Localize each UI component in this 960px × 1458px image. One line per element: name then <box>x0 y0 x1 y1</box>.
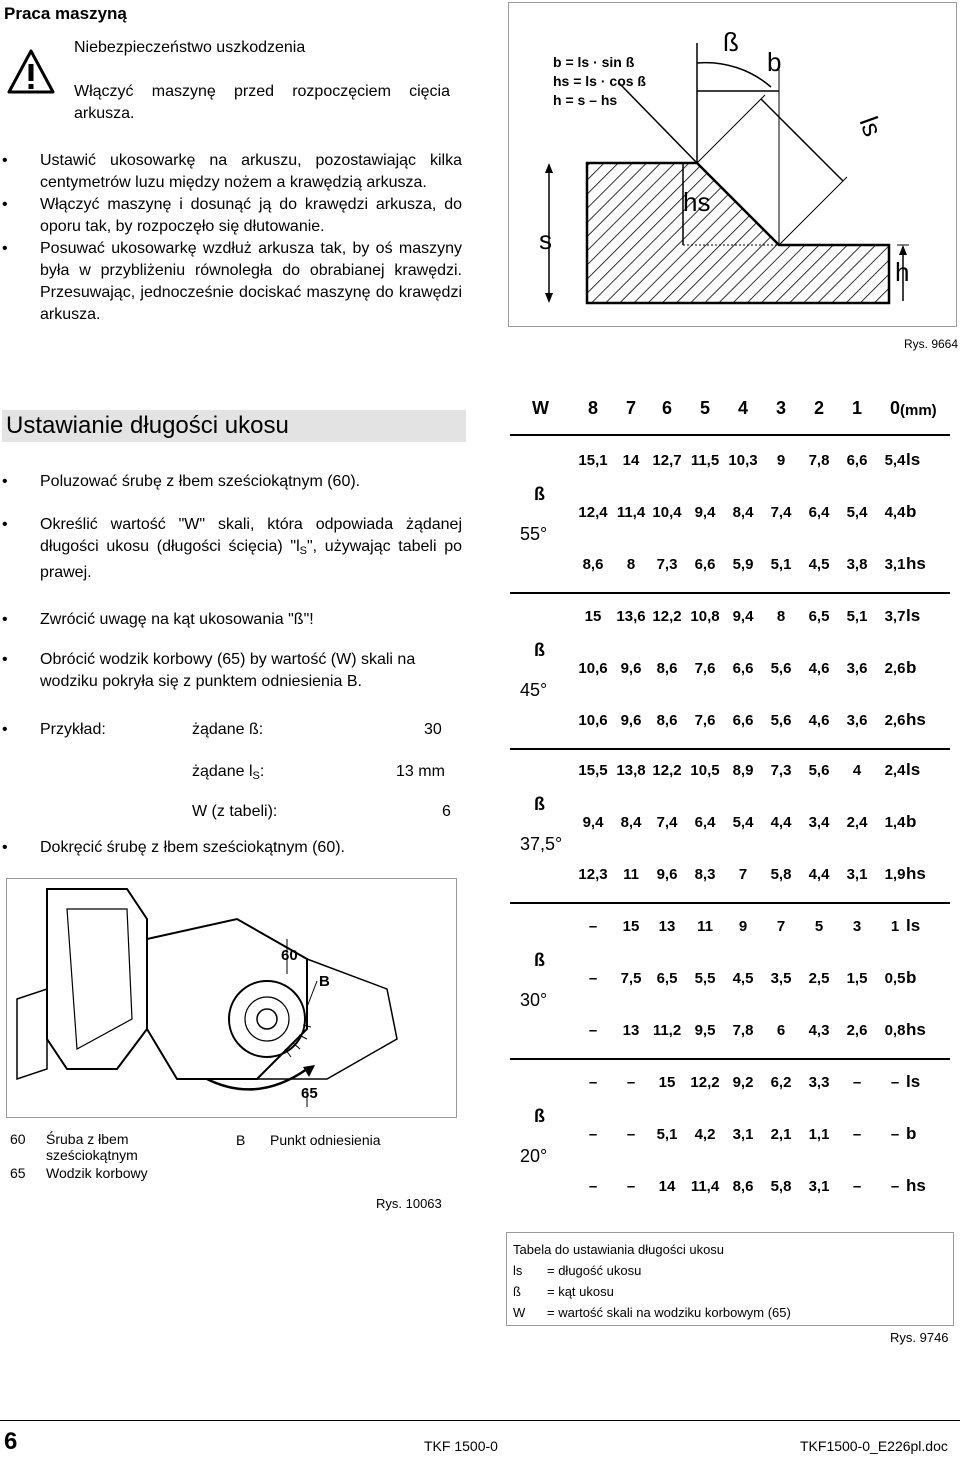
table-cell: 2,4 <box>846 814 868 831</box>
row-label: b <box>906 1124 917 1143</box>
table-cell: 10,5 <box>690 762 720 779</box>
list-item: • Dokręcić śrubę z łbem sześciokątnym (60). <box>0 838 462 858</box>
table-cell: 9,4 <box>732 608 754 625</box>
table-cell: 12,2 <box>652 608 682 625</box>
table-cell: 0,8 <box>884 1022 906 1039</box>
section-list-4 <box>0 838 462 858</box>
header-unit: (mm) <box>900 402 937 419</box>
row-label: b <box>906 968 917 987</box>
table-cell: 10,8 <box>690 608 720 625</box>
table-cell: 7,6 <box>694 712 716 729</box>
list-item: • Włączyć maszynę i dosunąć ją do krawędzi arkusza, do oporu tak, by rozpoczęło się dłutowanie. <box>0 194 462 238</box>
table-cell: – <box>890 1178 900 1195</box>
page-title: Praca maszyną <box>4 4 127 23</box>
table-cell: 8,4 <box>620 814 642 831</box>
list-item: • Posuwać ukosowarkę wzdłuż arkusza tak, by oś maszyny była w przybliżeniu równoległa do obrabianej krawędzi. Przesuwając, jednocześnie dociskać maszynę do krawędzi arkusza. <box>0 238 462 326</box>
table-cell: 1,9 <box>884 866 906 883</box>
formula-hs: hs = ls · cos ß <box>553 73 646 89</box>
table-cell: 12,4 <box>578 504 608 521</box>
table-cell: 4,4 <box>808 866 830 883</box>
group-angle: 20° <box>520 1146 548 1166</box>
table-cell: – <box>588 970 598 987</box>
label-s: s <box>539 225 552 255</box>
row-label: b <box>906 812 917 831</box>
footer-model: TKF 1500-0 <box>424 1438 498 1454</box>
table-cell: 12,2 <box>652 762 682 779</box>
example-label: Przykład: <box>40 721 106 738</box>
table-cell: – <box>626 1074 636 1091</box>
table-cell: 3,1 <box>884 556 906 573</box>
table-cell: 2,6 <box>846 1022 868 1039</box>
table-cell: 7,8 <box>808 452 830 469</box>
table-cell: 2,6 <box>884 660 906 677</box>
table-cell: 9,4 <box>694 504 716 521</box>
table-cell: 8,6 <box>582 556 604 573</box>
table-legend-title: Tabela do ustawiania długości ukosu <box>513 1242 725 1257</box>
table-cell: 10,6 <box>578 712 608 729</box>
table-cell: 12,3 <box>578 866 608 883</box>
bullet2-text-b: ", używając tabeli po prawej. <box>40 538 463 581</box>
figure-legend <box>10 1130 186 1182</box>
table-cell: 4,5 <box>808 556 830 573</box>
example-block <box>0 720 462 840</box>
legend-key: ß <box>513 1284 521 1299</box>
table-legend-row <box>513 1281 947 1302</box>
table-cell: 5,6 <box>770 660 792 677</box>
table-cell: 5,4 <box>732 814 754 831</box>
table-cell: 8,3 <box>694 866 716 883</box>
table-cell: 10,3 <box>728 452 758 469</box>
row-label: hs <box>906 554 926 573</box>
label-b-ref: B <box>319 973 330 990</box>
section-list-2 <box>0 514 462 584</box>
table-cell: 11,4 <box>690 1178 720 1195</box>
table-legend-row <box>513 1260 947 1281</box>
table-cell: 8,4 <box>732 504 754 521</box>
table-cell: 3,6 <box>846 712 868 729</box>
table-cell: 9,5 <box>694 1022 716 1039</box>
table-cell: 9,4 <box>582 814 604 831</box>
table-cell: – <box>626 1126 636 1143</box>
list-item: • Zwrócić uwagę na kąt ukosowania "ß"! <box>0 609 462 631</box>
table-cell: 15,5 <box>578 762 608 779</box>
table-cell: 3 <box>852 918 862 935</box>
table-cell: 7,3 <box>770 762 792 779</box>
legend-key: ls <box>513 1263 523 1278</box>
table-cell: 3,1 <box>808 1178 830 1195</box>
header-col: 0 <box>889 398 900 418</box>
table-cell: 4,5 <box>732 970 754 987</box>
table-cell: – <box>626 1178 636 1195</box>
table-cell: 13,6 <box>616 608 646 625</box>
table-cell: 7 <box>776 918 786 935</box>
figure-caption-bottom: Rys. 10063 <box>376 1196 442 1211</box>
table-cell: 10,6 <box>578 660 608 677</box>
group-separator <box>510 1058 950 1060</box>
table-cell: 5,4 <box>846 504 868 521</box>
table-cell: 7,6 <box>694 660 716 677</box>
table-cell: 4,6 <box>808 712 830 729</box>
table-cell: 15 <box>658 1074 676 1091</box>
group-separator <box>510 592 950 594</box>
table-cell: 7,4 <box>656 814 678 831</box>
table-legend-row <box>513 1302 947 1323</box>
table-cell: 11,2 <box>652 1022 682 1039</box>
header-col: 4 <box>737 398 748 418</box>
bullet2-sub: S <box>299 545 307 557</box>
example-bullet: • <box>2 721 8 738</box>
table-cell: – <box>588 1126 598 1143</box>
formula-b: b = ls · sin ß <box>553 54 635 70</box>
label-ls: ls <box>853 112 889 141</box>
table-cell: 9,2 <box>732 1074 754 1091</box>
table-cell: 12,2 <box>690 1074 720 1091</box>
table-header-line <box>510 434 950 436</box>
table-cell: 8,6 <box>656 712 678 729</box>
row-label: ls <box>906 760 921 779</box>
legend-num: 60 <box>10 1131 26 1147</box>
table-cell: 7,3 <box>656 556 678 573</box>
group-beta: ß <box>534 1106 545 1126</box>
header-col: 3 <box>775 398 786 418</box>
table-cell: 6,6 <box>732 712 754 729</box>
table-cell: 8,6 <box>656 660 678 677</box>
list-item: • Poluzować śrubę z łbem sześciokątnym (60). <box>0 472 462 492</box>
header-col: 5 <box>699 398 710 418</box>
warning-text: Włączyć maszynę przed rozpoczęciem cięcia arkusza. <box>74 83 450 122</box>
table-cell: 15,1 <box>578 452 608 469</box>
footer-line <box>0 1420 960 1421</box>
row-label: hs <box>906 710 926 729</box>
table-cell: 2,1 <box>770 1126 792 1143</box>
legend-key: W <box>513 1305 526 1320</box>
table-cell: 6,5 <box>656 970 678 987</box>
figure-caption-top: Rys. 9664 <box>904 337 959 351</box>
table-cell: 3,6 <box>846 660 868 677</box>
list-item: • Obrócić wodzik korbowy (65) by wartość (W) skali na wodziku pokryła się z punktem odniesienia B. <box>0 649 462 693</box>
table-cell: 4,4 <box>770 814 792 831</box>
legend-row <box>10 1164 186 1182</box>
example-1-value: 30 <box>424 721 442 738</box>
warning-icon <box>6 48 56 96</box>
table-cell: – <box>890 1126 900 1143</box>
row-label: ls <box>906 916 921 935</box>
table-cell: 4,6 <box>808 660 830 677</box>
table-cell: 14 <box>622 452 640 469</box>
table-cell: 3,7 <box>884 608 906 625</box>
header-col: 7 <box>625 398 636 418</box>
table-cell: 10,4 <box>652 504 682 521</box>
table-cell: 7,5 <box>620 970 642 987</box>
page-number: 6 <box>4 1428 18 1455</box>
table-cell: – <box>852 1178 862 1195</box>
example-1-label: żądane ß: <box>192 721 264 738</box>
table-cell: 0,5 <box>884 970 906 987</box>
header-col: 1 <box>851 398 862 418</box>
table-cell: 9,6 <box>656 866 678 883</box>
table-cell: 9,6 <box>620 712 642 729</box>
table-cell: 6,4 <box>694 814 716 831</box>
header-col: 2 <box>813 398 824 418</box>
table-cell: 7 <box>738 866 748 883</box>
table-cell: 7,4 <box>770 504 792 521</box>
table-cell: 6 <box>776 1022 786 1039</box>
machine-figure <box>6 878 457 1118</box>
table-cell: 6,6 <box>694 556 716 573</box>
header-col: 8 <box>587 398 598 418</box>
legend-b-num: B <box>236 1132 246 1148</box>
table-cell: 1,4 <box>884 814 906 831</box>
table-cell: 1,1 <box>808 1126 830 1143</box>
legend-value: = długość ukosu <box>547 1263 642 1278</box>
list-item: • Ustawić ukosowarkę na arkuszu, pozostawiając kilka centymetrów luzu między nożem a krawędzią arkusza. <box>0 150 462 194</box>
legend-row <box>10 1130 186 1164</box>
warning-title: Niebezpieczeństwo uszkodzenia <box>74 39 306 56</box>
table-cell: 6,4 <box>808 504 830 521</box>
table-cell: 14 <box>658 1178 676 1195</box>
label-65: 65 <box>301 1085 318 1102</box>
ex2-colon: : <box>259 763 265 780</box>
table-cell: 12,7 <box>652 452 682 469</box>
label-60: 60 <box>281 947 298 964</box>
bevel-geometry-figure <box>508 2 957 327</box>
table-cell: 5,1 <box>846 608 868 625</box>
row-label: ls <box>906 1072 921 1091</box>
table-cell: 9 <box>738 918 748 935</box>
table-cell: 9 <box>776 452 786 469</box>
table-cell: 4,2 <box>694 1126 716 1143</box>
table-cell: 8 <box>626 556 636 573</box>
table-cell: 1 <box>890 918 900 935</box>
table-cell: 11 <box>623 866 639 883</box>
table-cell: 8,9 <box>732 762 754 779</box>
table-cell: 11 <box>697 918 713 935</box>
formula-h: h = s – hs <box>553 92 618 108</box>
table-cell: 5,6 <box>808 762 830 779</box>
table-legend <box>506 1232 954 1326</box>
group-beta: ß <box>534 640 545 660</box>
table-cell: – <box>588 918 598 935</box>
table-cell: 5 <box>814 918 824 935</box>
table-cell: 13 <box>658 918 676 935</box>
table-cell: 3,1 <box>732 1126 754 1143</box>
legend-value: = wartość skali na wodziku korbowym (65) <box>547 1305 791 1320</box>
legend-text: Wodzik korbowy <box>46 1165 148 1181</box>
label-hs: hs <box>683 187 711 217</box>
table-cell: 11,4 <box>616 504 646 521</box>
table-cell: 3,5 <box>770 970 792 987</box>
example-2-value: 13 mm <box>396 763 445 780</box>
example-3-value: 6 <box>442 803 451 820</box>
table-cell: 1,5 <box>846 970 868 987</box>
footer-file: TKF1500-0_E226pl.doc <box>800 1438 948 1454</box>
header-w: W <box>532 398 549 418</box>
row-label: hs <box>906 1176 926 1195</box>
table-cell: 6,6 <box>732 660 754 677</box>
table-cell: 15 <box>622 918 640 935</box>
table-cell: 7,8 <box>732 1022 754 1039</box>
table-cell: 5,1 <box>770 556 792 573</box>
table-cell: 5,4 <box>884 452 906 469</box>
bevel-length-table <box>510 390 958 1220</box>
table-caption: Rys. 9746 <box>890 1330 949 1345</box>
table-cell: – <box>890 1074 900 1091</box>
table-cell: 15 <box>584 608 602 625</box>
table-cell: 3,4 <box>808 814 830 831</box>
group-angle: 37,5° <box>520 834 563 854</box>
group-separator <box>510 748 950 750</box>
legend-value: = kąt ukosu <box>547 1284 614 1299</box>
label-h: h <box>895 257 910 287</box>
example-2-label <box>192 762 264 786</box>
list-item <box>0 514 462 584</box>
table-cell: 8 <box>776 608 786 625</box>
table-cell: 4,3 <box>808 1022 830 1039</box>
row-label: ls <box>906 606 921 625</box>
warning-block <box>0 28 470 138</box>
table-cell: 8,6 <box>732 1178 754 1195</box>
table-cell: – <box>588 1074 598 1091</box>
table-cell: 11,5 <box>690 452 720 469</box>
label-b: b <box>767 47 782 77</box>
table-cell: 4 <box>852 762 862 779</box>
group-angle: 45° <box>520 680 548 700</box>
table-cell: 9,6 <box>620 660 642 677</box>
section-list-1 <box>0 472 462 492</box>
table-cell: 4,4 <box>884 504 906 521</box>
table-cell: 3,1 <box>846 866 868 883</box>
steps-list <box>0 150 462 326</box>
table-cell: 5,6 <box>770 712 792 729</box>
formula-list <box>553 53 646 110</box>
legend-text: Śruba z łbem sześciokątnym <box>46 1131 138 1163</box>
table-cell: 6,5 <box>808 608 830 625</box>
table-cell: 2,6 <box>884 712 906 729</box>
table-cell: 3,8 <box>846 556 868 573</box>
table-cell: 5,8 <box>770 866 792 883</box>
table-cell: – <box>852 1126 862 1143</box>
machine-drawing <box>7 879 456 1117</box>
group-angle: 30° <box>520 990 548 1010</box>
table-cell: – <box>852 1074 862 1091</box>
group-angle: 55° <box>520 524 548 544</box>
group-beta: ß <box>534 950 545 970</box>
header-col: 6 <box>661 398 672 418</box>
table-cell: 13,8 <box>616 762 646 779</box>
table-cell: 2,5 <box>808 970 830 987</box>
legend-num: 65 <box>10 1165 26 1181</box>
table-cell: 13 <box>622 1022 640 1039</box>
group-separator <box>510 902 950 904</box>
group-beta: ß <box>534 794 545 814</box>
section-title: Ustawianie długości ukosu <box>2 410 466 442</box>
legend-b-text: Punkt odniesienia <box>270 1132 381 1148</box>
table-cell: – <box>588 1178 598 1195</box>
table-cell: 5,8 <box>770 1178 792 1195</box>
table-cell: 3,3 <box>808 1074 830 1091</box>
table-cell: 6,2 <box>770 1074 792 1091</box>
ex2-sub: S <box>252 770 260 782</box>
row-label: b <box>906 658 917 677</box>
table-cell: 5,9 <box>732 556 754 573</box>
table-cell: 6,6 <box>846 452 868 469</box>
row-label: b <box>906 502 917 521</box>
table-cell: 5,1 <box>656 1126 678 1143</box>
label-beta: ß <box>723 27 739 57</box>
row-label: hs <box>906 1020 926 1039</box>
row-label: ls <box>906 450 921 469</box>
table-cell: 5,5 <box>694 970 716 987</box>
table-cell: 2,4 <box>884 762 906 779</box>
group-beta: ß <box>534 484 545 504</box>
ex2-label: żądane l <box>192 763 253 780</box>
section-list-3 <box>0 609 462 693</box>
row-label: hs <box>906 864 926 883</box>
example-3-label: W (z tabeli): <box>192 803 278 820</box>
bullet2-text-a: Określić wartość "W" skali, która odpowiada żądanej długości ukosu (długości ścięcia) "l <box>40 516 462 555</box>
table-cell: – <box>588 1022 598 1039</box>
